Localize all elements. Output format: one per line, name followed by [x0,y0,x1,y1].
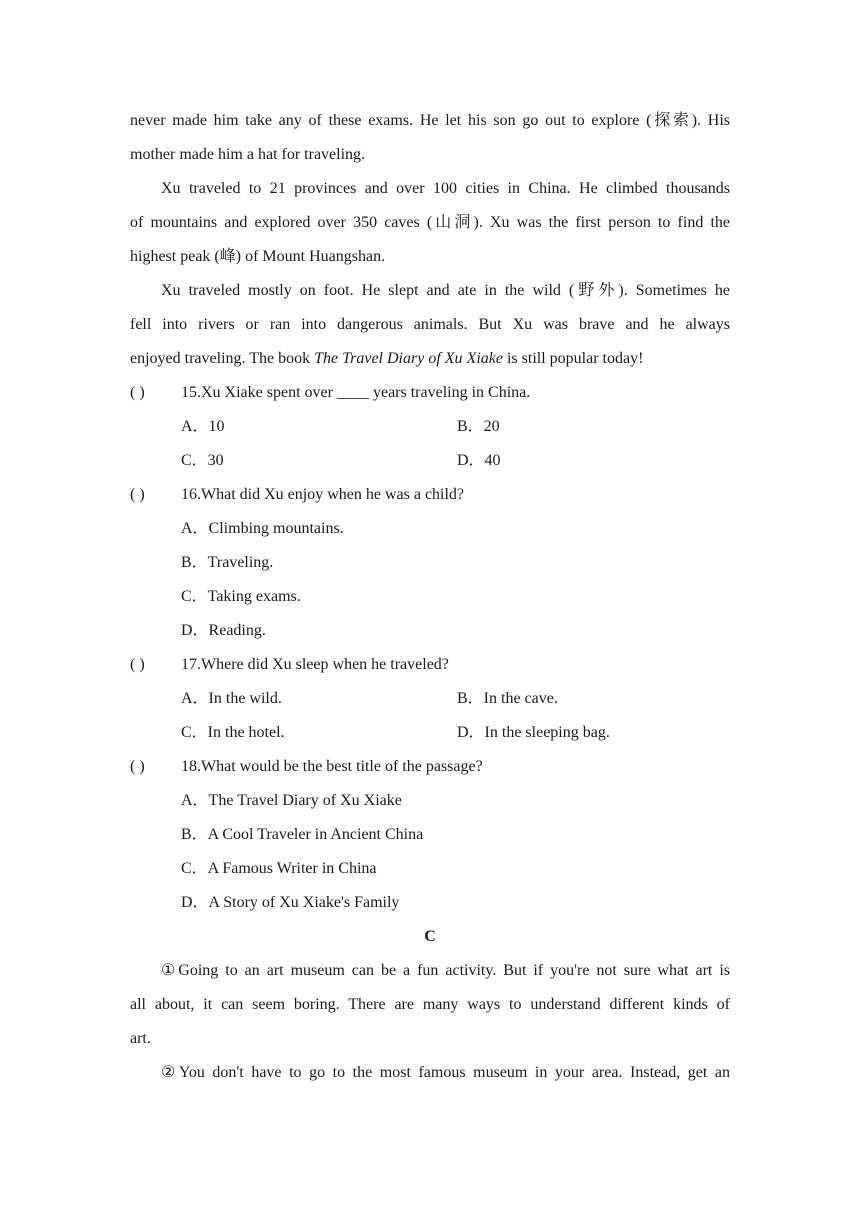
option-d[interactable]: D．A Story of Xu Xiake's Family [181,894,400,911]
book-title: The Travel Diary of Xu Xiake [314,350,503,367]
passage-line: fell into rivers or ran into dangerous animals. But Xu was brave and he always [130,316,730,333]
answer-blank[interactable]: ( ) [130,656,145,673]
option-row [130,852,730,886]
passage-line: art. [130,1030,151,1047]
option-row [130,614,730,648]
option-c[interactable]: C．A Famous Writer in China [181,860,377,877]
question-15 [130,376,730,410]
option-d[interactable]: D．40 [457,452,501,469]
question-16 [130,478,730,512]
option-c[interactable]: C．30 [181,452,224,469]
question-18 [130,750,730,784]
option-row [130,512,730,546]
passage-line: ①Going to an art museum can be a fun activity. But if you're not sure what art is [161,962,730,979]
option-row [130,818,730,852]
option-a[interactable]: A．The Travel Diary of Xu Xiake [181,792,402,809]
passage-line: Xu traveled mostly on foot. He slept and ate in the wild (野外). Sometimes he [161,282,730,299]
passage-line: all about, it can seem boring. There are many ways to understand different kinds of [130,996,730,1013]
option-row [130,444,730,478]
passage-line: never made him take any of these exams. He let his son go out to explore (探索). His [130,112,730,129]
option-c[interactable]: C．Taking exams. [181,588,301,605]
passage-text: is still popular today! [502,350,644,367]
question-stem: 16.What did Xu enjoy when he was a child? [181,486,465,503]
option-b[interactable]: B．Traveling. [181,554,274,571]
passage-text: enjoyed traveling. The book [130,350,315,367]
passage-line: Xu traveled to 21 provinces and over 100 cities in China. He climbed thousands [161,180,730,197]
passage-line-with-book-title [130,342,730,376]
option-row [130,784,730,818]
question-stem: 17.Where did Xu sleep when he traveled? [181,656,449,673]
question-17 [130,648,730,682]
passage-line: highest peak (峰) of Mount Huangshan. [130,248,386,265]
question-stem: 18.What would be the best title of the passage? [181,758,483,775]
answer-blank[interactable]: ( ) [130,486,145,503]
passage-line: of mountains and explored over 350 caves (山洞). Xu was the first person to find the [130,214,730,231]
document-page [130,104,730,1090]
answer-blank[interactable]: ( ) [130,758,145,775]
option-d[interactable]: D．In the sleeping bag. [457,724,610,741]
option-row [130,546,730,580]
option-a[interactable]: A．Climbing mountains. [181,520,344,537]
passage-line: ②You don't have to go to the most famous museum in your area. Instead, get an [161,1064,730,1081]
option-b[interactable]: B．A Cool Traveler in Ancient China [181,826,424,843]
option-b[interactable]: B．20 [457,418,500,435]
option-row [130,580,730,614]
option-row [130,682,730,716]
section-title: C [424,928,436,945]
answer-blank[interactable]: ( ) [130,384,145,401]
option-d[interactable]: D．Reading. [181,622,266,639]
passage-line: mother made him a hat for traveling. [130,146,366,163]
option-row [130,410,730,444]
option-b[interactable]: B．In the cave. [457,690,558,707]
question-stem: 15.Xu Xiake spent over ____ years traveling in China. [181,384,531,401]
option-c[interactable]: C．In the hotel. [181,724,285,741]
option-row [130,716,730,750]
option-a[interactable]: A．In the wild. [181,690,282,707]
option-a[interactable]: A．10 [181,418,225,435]
option-row [130,886,730,920]
